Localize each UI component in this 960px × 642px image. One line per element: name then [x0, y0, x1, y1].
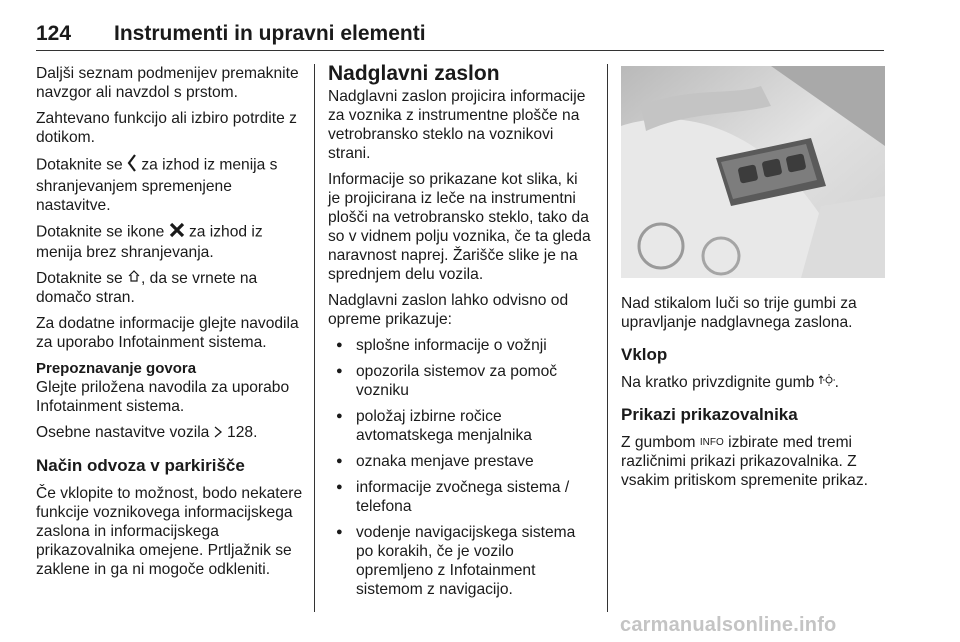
hud-buttons-text: Nad stikalom luči so trije gumbi za upravljanje nadglavnega zaslona.: [621, 295, 857, 331]
hud-buttons-photo: [621, 66, 885, 278]
hud-intro: Nadglavni zaslon projicira informacije za voznika z instrumentne plošče na vetrobransko steklo na voznikovi strani.: [328, 88, 586, 162]
voice-recognition-heading: Prepoznavanje govora: [36, 360, 197, 378]
paragraph-home: Dotaknite se , da se vrnete na domačo stran.: [36, 270, 258, 307]
list-item: ● položaj izbirne ročice avtomatskega menjalnika: [328, 407, 594, 445]
page-number: 124: [36, 22, 72, 45]
paragraph-close: Dotaknite se ikone za izhod iz menija brez shranjevanja.: [36, 223, 263, 261]
switch-on-heading: Vklop: [621, 345, 668, 364]
column-middle: [328, 64, 594, 606]
hud-description: Informacije so prikazane kot slika, ki je projicirana iz leče na instrumentni plošči na vetrobransko steklo, tako da so v vidnem polju voznika, če ta gleda naravnost naprej. Žarišče slike je na sprednjem delu vozila.: [328, 171, 591, 283]
home-icon: [127, 269, 141, 288]
section-heading: Nadglavni zaslon: [328, 62, 500, 85]
switch-on-text: Na kratko privzdignite gumb .: [621, 374, 839, 391]
display-views-heading: Prikazi prikazovalnika: [621, 405, 798, 425]
list-item: ● oznaka menjave prestave: [328, 452, 594, 471]
info-button-label: INFO: [699, 437, 724, 449]
column-right: [621, 294, 889, 497]
paragraph-confirm: Zahtevano funkcijo ali izbiro potrdite z dotikom.: [36, 110, 297, 146]
list-item: ● vodenje navigacijskega sistema po korakih, če je vozilo opremljeno z Infotainment sistemom z navigacijo.: [328, 523, 594, 599]
watermark: carmanualsonline.info: [620, 614, 837, 636]
column-divider: [607, 64, 608, 612]
page-reference-icon: [214, 424, 223, 443]
valet-mode-text: Če vklopite to možnost, bodo nekatere funkcije voznikovega informacijskega zaslona in informacijskega prikazovalnika omejene. Prtljažnik se zaklene in ga ni mogoče odkleniti.: [36, 484, 303, 578]
vehicle-settings-reference: Osebne nastavitve vozila 128.: [36, 424, 258, 442]
hud-content-list: [328, 336, 594, 599]
column-left: [36, 64, 304, 586]
list-item: ● splošne informacije o vožnji: [328, 336, 594, 355]
list-item: ● informacije zvočnega sistema / telefona: [328, 478, 594, 516]
list-item: ● opozorila sistemov za pomoč vozniku: [328, 362, 594, 400]
chevron-left-icon: [127, 154, 137, 177]
paragraph-back: Dotaknite se za izhod iz menija s shranjevanjem spremenjene nastavitve.: [36, 154, 304, 215]
hud-brightness-icon: [819, 373, 835, 392]
page-header: [36, 22, 884, 51]
display-views-text: Z gumbom INFO izbirate med tremi različnimi prikazi prikazovalnika. Z vsakim pritiskom spremenite prikaz.: [621, 434, 868, 490]
close-x-icon: [169, 222, 185, 243]
column-divider: [314, 64, 315, 612]
voice-recognition-text: Glejte priložena navodila za uporabo Infotainment sistema.: [36, 379, 290, 416]
paragraph-scroll: Daljši seznam podmenijev premaknite navzgor ali navzdol s prstom.: [36, 65, 299, 101]
hud-content-intro: Nadglavni zaslon lahko odvisno od opreme prikazuje:: [328, 292, 569, 328]
valet-mode-heading: Način odvoza v parkirišče: [36, 455, 245, 475]
paragraph-more-info: Za dodatne informacije glejte navodila za uporabo Infotainment sistema.: [36, 315, 299, 352]
page-reference[interactable]: 128.: [227, 424, 258, 442]
page-title: Instrumenti in upravni elementi: [114, 22, 426, 45]
